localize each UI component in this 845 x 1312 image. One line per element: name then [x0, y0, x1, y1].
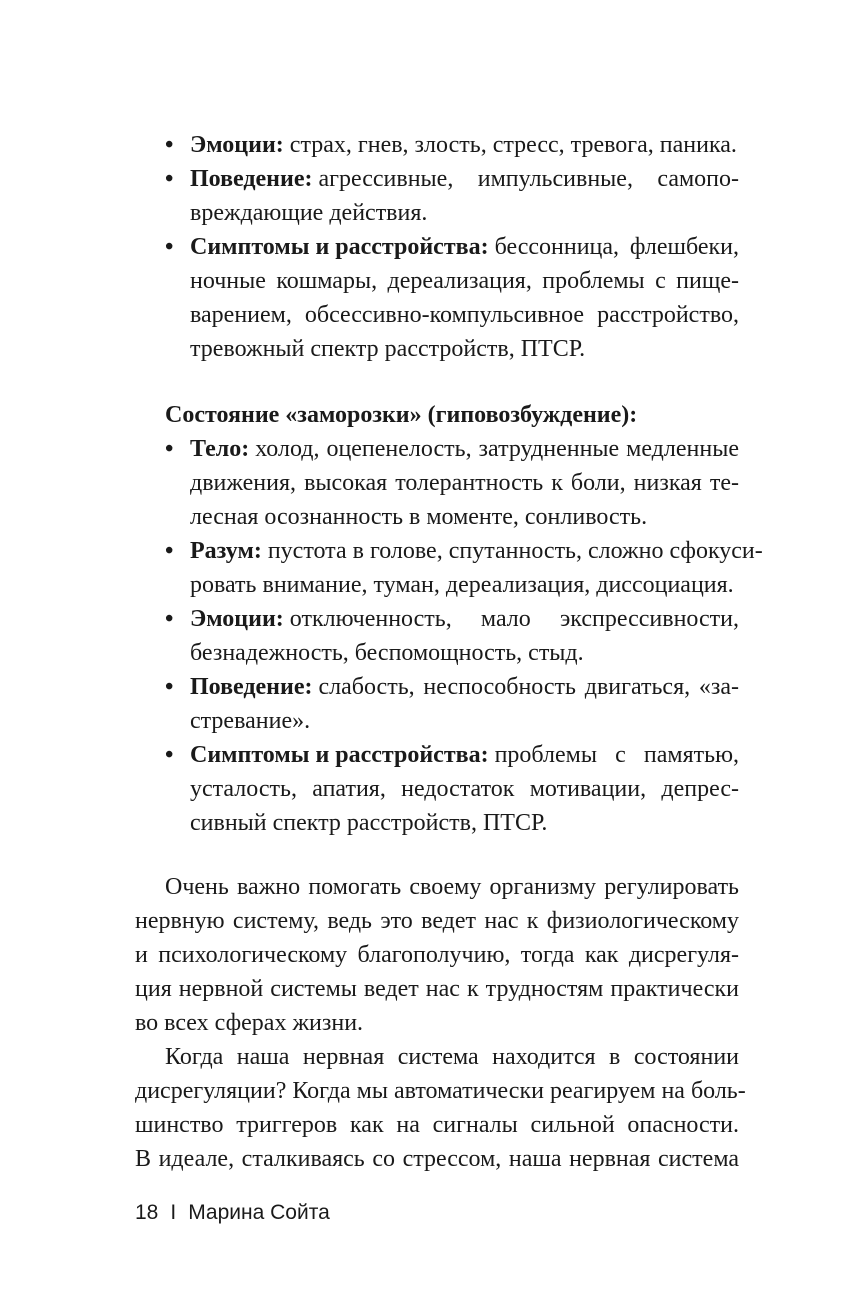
symptom-list-hypoarousal	[135, 432, 763, 840]
bullet-marker: •	[165, 234, 174, 260]
item-text: слабость, неспособность двигаться, «за-	[318, 674, 739, 700]
item-text: холод, оцепенелость, затрудненные медленные	[255, 436, 739, 462]
item-label: Поведение:	[190, 674, 313, 700]
paragraph-line: Очень важно помогать своему организму регулировать	[165, 874, 739, 900]
item-text: движения, высокая толерантность к боли, низкая те-	[190, 470, 739, 496]
item-label: Эмоции:	[190, 132, 284, 158]
item-text: ровать внимание, туман, дереализация, диссоциация.	[190, 572, 734, 598]
body-paragraph	[135, 1040, 746, 1176]
item-text: пустота в голове, спутанность, сложно сфокуси-	[267, 538, 763, 564]
list-item	[135, 432, 739, 534]
item-text: вреждающие действия.	[190, 200, 428, 226]
item-text: варением, обсессивно-компульсивное расстройство,	[190, 302, 739, 328]
footer-separator: I	[170, 1201, 177, 1224]
bullet-marker: •	[165, 674, 174, 700]
bullet-list	[135, 432, 763, 840]
list-item	[135, 670, 739, 738]
bullet-marker: •	[165, 742, 174, 768]
paragraph-line: во всех сферах жизни.	[135, 1010, 364, 1036]
item-label: Симптомы и расстройства:	[190, 234, 489, 260]
list-item	[135, 738, 739, 840]
item-text: отключенность, мало экспрессивности,	[289, 606, 739, 632]
item-text: безнадежность, беспомощность, стыд.	[190, 640, 584, 666]
item-label: Разум:	[190, 538, 262, 564]
paragraph-line: В идеале, сталкиваясь со стрессом, наша нервная система	[135, 1146, 739, 1172]
list-item	[135, 128, 739, 162]
section-heading: Состояние «заморозки» (гиповозбуждение):	[165, 402, 638, 428]
item-text: ночные кошмары, дереализация, проблемы с пище-	[190, 268, 739, 294]
list-item	[135, 602, 739, 670]
bullet-marker: •	[165, 606, 174, 632]
list-item	[135, 230, 739, 366]
paragraph-line: ция нервной системы ведет нас к трудностям практически	[135, 976, 739, 1002]
item-text: лесная осознанность в моменте, сонливость.	[190, 504, 648, 530]
page-footer	[135, 1199, 330, 1227]
item-label: Симптомы и расстройства:	[190, 742, 489, 768]
item-text: страх, гнев, злость, стресс, тревога, паника.	[289, 132, 737, 158]
item-label: Поведение:	[190, 166, 313, 192]
paragraph-line: шинство триггеров как на сигналы сильной опасности.	[135, 1112, 739, 1138]
bullet-marker: •	[165, 166, 174, 192]
paragraph-line: и психологическому благополучию, тогда как дисрегуля-	[135, 942, 739, 968]
item-text: сивный спектр расстройств, ПТСР.	[190, 810, 548, 836]
list-item	[135, 534, 763, 602]
item-text: бессонница, флешбеки,	[494, 234, 739, 260]
page-number: 18	[135, 1201, 159, 1224]
bullet-marker: •	[165, 538, 174, 564]
paragraph-line: дисрегуляции? Когда мы автоматически реагируем на боль-	[135, 1078, 746, 1104]
list-item	[135, 162, 739, 230]
item-label: Тело:	[190, 436, 250, 462]
item-text: усталость, апатия, недостаток мотивации, депрес-	[190, 776, 739, 802]
paragraph-line: нервную систему, ведь это ведет нас к физиологическому	[135, 908, 739, 934]
bullet-list	[135, 128, 739, 366]
item-text: стревание».	[190, 708, 311, 734]
bullet-marker: •	[165, 436, 174, 462]
item-text: тревожный спектр расстройств, ПТСР.	[190, 336, 586, 362]
bullet-marker: •	[165, 132, 174, 158]
paragraph-line: Когда наша нервная система находится в состоянии	[165, 1044, 739, 1070]
item-text: проблемы с памятью,	[494, 742, 739, 768]
body-paragraph	[135, 870, 739, 1040]
symptom-list-hyperarousal	[135, 128, 739, 366]
author-name: Марина Сойта	[188, 1201, 330, 1224]
item-label: Эмоции:	[190, 606, 284, 632]
item-text: агрессивные, импульсивные, самопо-	[318, 166, 739, 192]
